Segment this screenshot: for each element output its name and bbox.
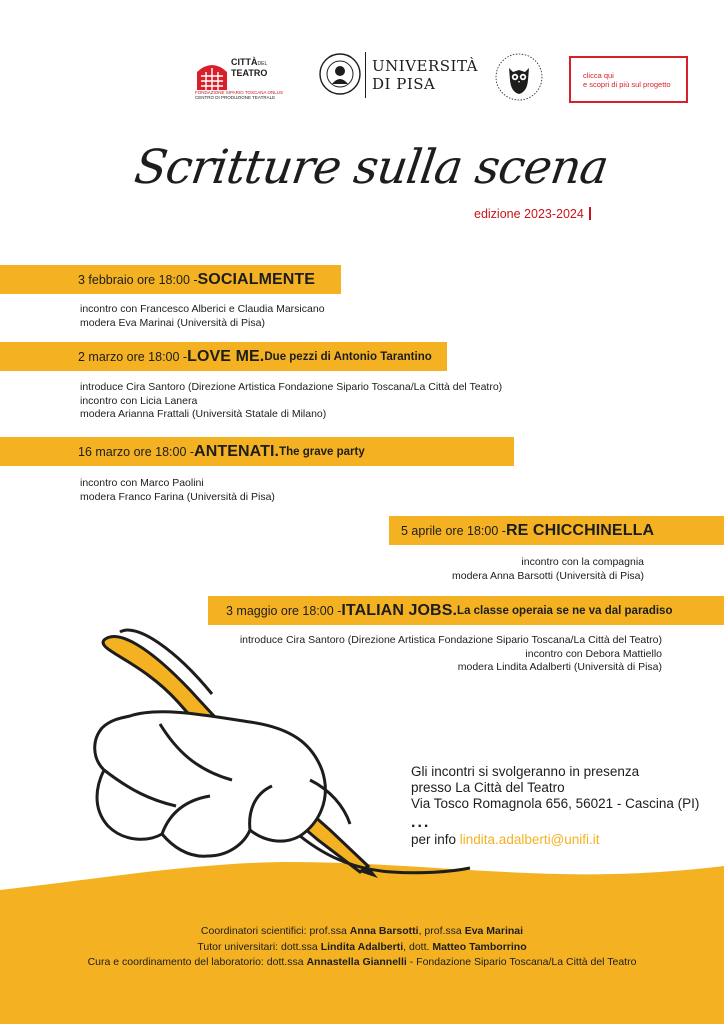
citta-logo-line2: TEATRO: [231, 68, 268, 78]
event-detail: incontro con Licia Lanera: [80, 394, 198, 407]
venue-line2: presso La Città del Teatro: [411, 780, 565, 795]
university-name-line2: DI PISA: [372, 75, 436, 93]
event-detail: incontro con Debora Mattiello: [525, 647, 662, 660]
event-band-1: [0, 265, 341, 294]
event-details-2: [80, 381, 502, 422]
credit-text: Cura e coordinamento del laboratorio: dott.ssa: [87, 956, 307, 968]
event-details-1: [80, 303, 325, 330]
theatre-building-icon: [195, 58, 229, 92]
credits-line-tutors: [0, 940, 724, 956]
citta-logo-sub1: FONDAZIONE SIPARIO TOSCANA: [195, 90, 267, 95]
page-title: Scritture sulla scena: [131, 140, 612, 195]
event-detail: incontro con Marco Paolini: [80, 477, 204, 489]
project-info-link-button[interactable]: [569, 56, 688, 103]
contact-label: per info: [411, 832, 460, 847]
citta-logo-line1b: DEL: [257, 61, 268, 67]
event-title: SOCIALMENTE: [197, 270, 316, 288]
credits-line-coordinators: [0, 924, 724, 940]
university-name: [372, 57, 478, 93]
venue-info: [411, 764, 699, 848]
citta-logo-line1: CITTÀ: [231, 57, 258, 67]
event-detail: incontro con Francesco Alberici e Claudia Marsicano: [80, 303, 325, 315]
event-subtitle: Due pezzi di Antonio Tarantino: [264, 350, 432, 363]
event-detail: modera Arianna Frattali (Università Statale di Milano): [80, 408, 327, 420]
credit-name: Eva Marinai: [464, 925, 524, 937]
event-detail: introduce Cira Santoro (Direzione Artistica Fondazione Sipario Toscana/La Città del Teatro): [239, 634, 662, 646]
credit-text: , prof.ssa: [418, 925, 465, 937]
separator-dots: ...: [411, 814, 431, 831]
event-detail: modera Eva Marinai (Università di Pisa): [80, 316, 265, 329]
credit-name: Annastella Giannelli: [306, 956, 407, 968]
edition-bar: [589, 207, 591, 220]
cta-line1: clicca qui: [583, 71, 614, 80]
credit-text: Coordinatori scientifici: prof.ssa: [200, 925, 350, 937]
credit-text: , dott.: [403, 940, 433, 953]
event-title: LOVE ME.: [187, 347, 265, 365]
venue-line3: Via Tosco Romagnola 656, 56021 - Cascina (PI): [411, 796, 700, 811]
event-band-5: [208, 596, 724, 625]
event-subtitle: The grave party: [279, 445, 365, 458]
credit-text: - Fondazione Sipario Toscana/La Città del Teatro: [406, 956, 637, 968]
citta-logo-sub1b: ONLUS: [267, 90, 284, 95]
event-date: 2 marzo ore 18:00 -: [78, 349, 188, 364]
event-title: ANTENATI.: [194, 442, 280, 460]
event-detail: modera Lindita Adalberti (Università di Pisa): [457, 661, 662, 673]
event-date: 16 marzo ore 18:00 -: [78, 444, 195, 459]
event-details-4: [452, 556, 644, 583]
university-name-line1: UNIVERSITÀ: [372, 57, 478, 75]
citta-logo-sub2: CENTRO DI PRODUZIONE TEATRALE: [195, 95, 276, 100]
event-details-5: [240, 634, 662, 675]
credits-line-curator: [0, 955, 724, 971]
department-owl-logo-icon: [494, 52, 544, 102]
event-detail: incontro con la compagnia: [521, 556, 644, 568]
cta-line2: e scopri di più sul progetto: [583, 80, 671, 89]
event-band-2: [0, 342, 447, 371]
event-title: ITALIAN JOBS.: [341, 601, 458, 619]
university-seal-icon: [318, 52, 362, 96]
venue-line1: Gli incontri si svolgeranno in presenza: [411, 764, 640, 779]
credit-text: Tutor universitari: dott.ssa: [197, 940, 321, 953]
contact-line: [411, 832, 699, 848]
event-date: 5 aprile ore 18:00 -: [401, 523, 506, 538]
event-title: RE CHICCHINELLA: [505, 521, 655, 539]
credit-name: Lindita Adalberti: [320, 940, 404, 953]
contact-email-link[interactable]: lindita.adalberti@unifi.it: [459, 832, 600, 847]
edition-label: edizione 2023-2024: [474, 207, 584, 221]
event-band-3: [0, 437, 514, 466]
event-detail: modera Anna Barsotti (Università di Pisa): [452, 569, 644, 582]
credits-footer: [0, 924, 724, 971]
logo-divider: [365, 52, 366, 98]
event-details-3: [80, 477, 275, 504]
credit-name: Matteo Tamborrino: [432, 940, 527, 953]
event-band-4: [389, 516, 724, 545]
event-date: 3 maggio ore 18:00 -: [226, 603, 342, 618]
credit-name: Anna Barsotti: [349, 925, 419, 937]
citta-del-teatro-logo: [195, 54, 284, 100]
event-detail: modera Franco Farina (Università di Pisa): [80, 490, 275, 503]
event-subtitle: La classe operaia se ne va dal paradiso: [457, 604, 673, 617]
event-date: 3 febbraio ore 18:00 -: [78, 272, 198, 287]
event-detail: introduce Cira Santoro (Direzione Artistica Fondazione Sipario Toscana/La Città del Teatro): [80, 381, 503, 393]
